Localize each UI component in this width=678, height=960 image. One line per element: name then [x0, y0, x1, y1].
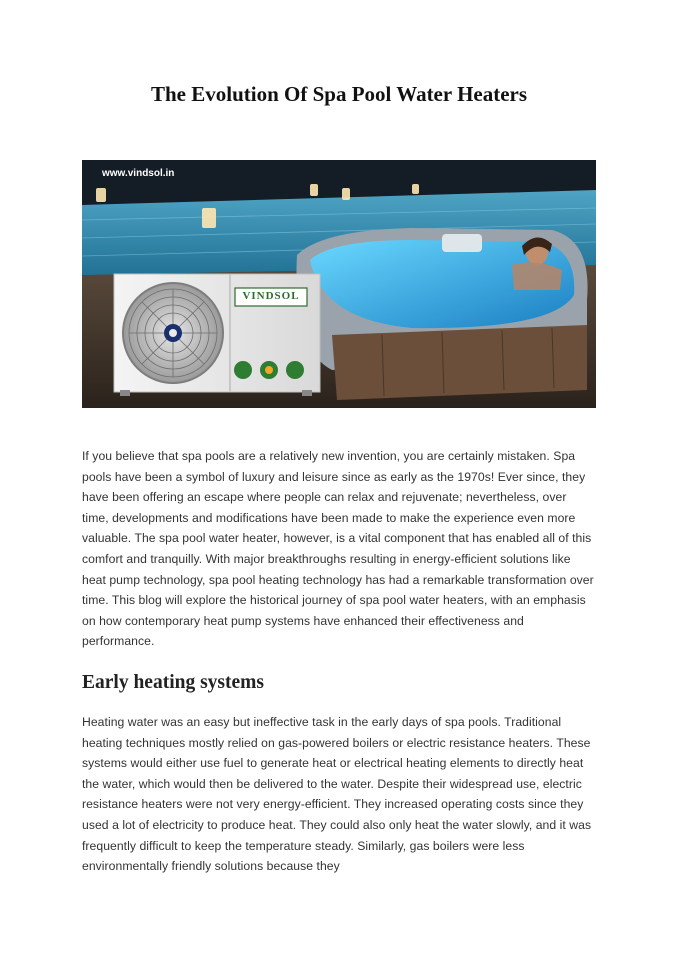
hero-watermark: www.vindsol.in	[102, 168, 175, 179]
hero-image	[82, 160, 596, 408]
page-title: The Evolution Of Spa Pool Water Heaters	[150, 82, 528, 106]
intro-paragraph: If you believe that spa pools are a relatively new invention, you are certainly mistaken. Spa pools have been a symbol of luxury and leisure since as early as the 1970s! Ever since, they have been offering an escape where people can relax and rejuvenate; nevertheless, over time, developments and modifications have been made to make the experience even more valuable. The spa pool water heater, however, is a vital component that has enabled all of this comfort and tranquilly. With major breakthroughs resulting in energy-efficient solutions like heat pump technology, spa pool heating technology has had a remarkable transformation over time. This blog will explore the historical journey of spa pool water heaters, with an emphasis on how contemporary heat pump systems have enhanced their effectiveness and performance.	[82, 449, 594, 649]
section-paragraph: Heating water was an easy but ineffective task in the early days of spa pools. Traditional heating techniques mostly relied on gas-powered boilers or electric resistance heaters. These systems would either use fuel to generate heat or electrical heating elements to directly heat the water, which would then be delivered to the water. Despite their widespread use, electric resistance heaters were not very energy-efficient. They increased operating costs since they used a lot of electricity to produce heat. They could also only heat the water slowly, and it was frequently difficult to keep the temperature steady. Similarly, gas boilers were less environmentally friendly solutions because they	[82, 715, 592, 874]
brand-logo: VINDSOL	[242, 290, 300, 302]
section-heading: Early heating systems	[82, 672, 264, 693]
